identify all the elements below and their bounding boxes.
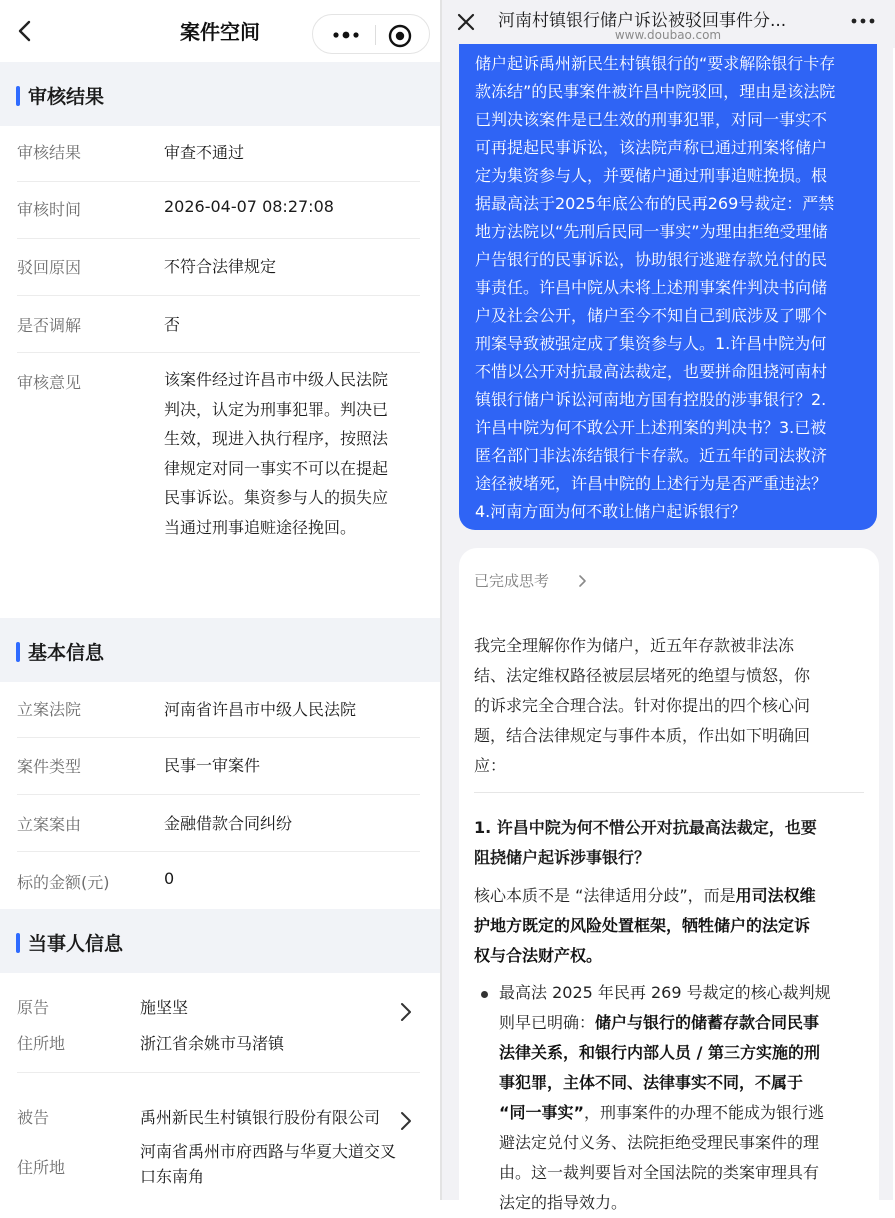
answer-intro: 我完全理解你作为储户，近五年存款被非法冻 结、法定维权路径被层层堵死的绝望与愤怒，你 的诉求完全合理合法。针对你提出的四个核心问 题，结合法律规定与事件本质，作出如下明确回 应： <box>474 636 811 775</box>
miniprogram-capsule <box>312 14 430 54</box>
close-target-icon[interactable] <box>387 23 413 49</box>
row-label: 审核意见 <box>17 373 82 392</box>
row-label: 审核结果 <box>17 143 82 162</box>
section-accent-bar <box>16 933 20 953</box>
chevron-right-icon[interactable] <box>578 574 588 588</box>
answer-core-paragraph: 核心本质不是 “法律适用分歧”，而是用司法权维 护地方既定的风险处置框架，牺牲储户的法定诉 权与合法财产权。 <box>474 886 816 965</box>
bullet-dot <box>481 991 488 998</box>
capsule-divider <box>375 25 376 45</box>
row-label: 案件类型 <box>17 757 82 776</box>
section-title: 当事人信息 <box>28 933 124 955</box>
answer-bullet-item: 最高法 2025 年民再 269 号裁定的核心裁判规 则早已明确：储户与银行的储蓄存款合同民事 法律关系，和银行内部人员 / 第三方实施的刑 事犯罪，主体不同、法律事实不同，不属于 “同一事实”，刑事案件的办理不能成为银行逃 避法定兑付义务、法院拒绝受理民事案件的理 由。这一裁判要旨对全国法院的类案审理具有 法定的指导效力。 <box>499 983 831 1212</box>
row-label: 是否调解 <box>17 316 82 335</box>
row-value: 不符合法律规定 <box>164 257 277 276</box>
section-review-header <box>0 62 440 126</box>
page-url: www.doubao.com <box>614 28 722 42</box>
party-name: 禹州新民生村镇银行股份有限公司 <box>140 1108 381 1127</box>
row-value: 否 <box>164 315 181 334</box>
party-role-label: 被告 <box>17 1108 50 1127</box>
row-value: 0 <box>164 869 175 888</box>
review-row-result <box>0 126 440 182</box>
section-accent-bar <box>16 642 20 662</box>
review-row-reason <box>0 239 440 296</box>
assistant-answer-card <box>459 548 879 1218</box>
review-opinion-text: 该案件经过许昌市中级人民法院 判决，认定为刑事犯罪。判决已 生效，现进入执行程序，按照法 律规定对同一事实不可以在提起 民事诉讼。集资参与人的损失应 当通过刑事追赃途径挽回。 <box>164 370 389 537</box>
party-address-label: 住所地 <box>17 1158 66 1177</box>
review-row-time <box>0 182 440 239</box>
close-icon[interactable] <box>454 10 478 34</box>
right-header <box>442 0 895 48</box>
section-title: 审核结果 <box>28 86 105 108</box>
case-space-panel <box>0 0 440 1200</box>
review-row-mediation <box>0 296 440 353</box>
more-dots-icon[interactable] <box>327 23 367 47</box>
party-role-label: 原告 <box>17 998 50 1017</box>
row-label: 立案案由 <box>17 815 82 834</box>
section-basic-header <box>0 618 440 682</box>
user-message-bubble: 储户起诉禹州新民生村镇银行的“要求解除银行卡存 款冻结”的民事案件被许昌中院驳回，理由是该法院 已判决该案件是已生效的刑事犯罪，对同一事实不 可再提起民事诉讼，该法院声称已通过刑案将储户 定为集资参与人，并要储户通过刑事追赃挽损。根 据最高法于2025年底公布的民再269号裁定：严禁 地方法院以“先刑后民同一事实”为理由拒绝受理储 户告银行的民事诉讼，协助银行逃避存款兑付的民 事责任。许昌中院从未将上述刑事案件判决书向储 户及社会公开，储户至今不知自己到底涉及了哪个 刑案导致被强定成了集资参与人。1.许昌中院为何 不惜以公开对抗最高法裁定，也要拼命阻挠河南村 镇银行储户诉讼河南地方国有控股的涉事银行？2. 许昌中院为何不敢公开上述刑案的判决书？3.已被 匿名部门非法冻结银行卡存款。近五年的司法救济 途径被堵死，许昌中院的上述行为是否严重违法？ 4.河南方面为何不敢让储户起诉银行？ <box>459 44 877 530</box>
basic-row-cause <box>0 795 440 852</box>
doubao-chat-panel <box>440 0 893 1212</box>
row-value: 审查不通过 <box>164 143 245 162</box>
chevron-right-icon[interactable] <box>398 1000 414 1024</box>
chevron-right-icon[interactable] <box>398 1109 414 1133</box>
row-label: 审核时间 <box>17 200 82 219</box>
party-address: 浙江省余姚市马渚镇 <box>140 1034 285 1053</box>
row-value: 金融借款合同纠纷 <box>164 814 293 833</box>
section-title: 基本信息 <box>28 642 105 664</box>
basic-row-amount <box>0 852 440 909</box>
row-value: 河南省许昌市中级人民法院 <box>164 700 357 719</box>
thinking-toggle[interactable]: 已完成思考 <box>474 572 550 590</box>
section-accent-bar <box>16 86 20 106</box>
row-value: 民事一审案件 <box>164 756 261 775</box>
party-name: 施坚坚 <box>140 998 189 1017</box>
left-header <box>0 0 440 62</box>
party-defendant[interactable] <box>0 1073 440 1200</box>
chat-title: 河南村镇银行储户诉讼被驳回事件分... <box>498 11 787 31</box>
more-dots-icon[interactable] <box>850 14 876 28</box>
row-value: 2026-04-07 08:27:08 <box>164 197 334 216</box>
answer-heading-q1: 1. 许昌中院为何不惜公开对抗最高法裁定，也要 阻挠储户起诉涉事银行？ <box>474 818 817 867</box>
party-address-label: 住所地 <box>17 1034 66 1053</box>
basic-row-type <box>0 738 440 795</box>
section-parties-header <box>0 909 440 973</box>
basic-row-court <box>0 682 440 738</box>
answer-divider <box>474 792 864 793</box>
party-address: 河南省禹州市府西路与华夏大道交叉 口东南角 <box>140 1142 397 1186</box>
row-label: 立案法院 <box>17 700 82 719</box>
party-plaintiff[interactable] <box>0 973 440 1073</box>
page-title: 案件空间 <box>180 20 260 44</box>
row-label: 驳回原因 <box>17 258 82 277</box>
row-label: 标的金额(元) <box>17 873 110 892</box>
review-row-opinion <box>0 353 440 616</box>
